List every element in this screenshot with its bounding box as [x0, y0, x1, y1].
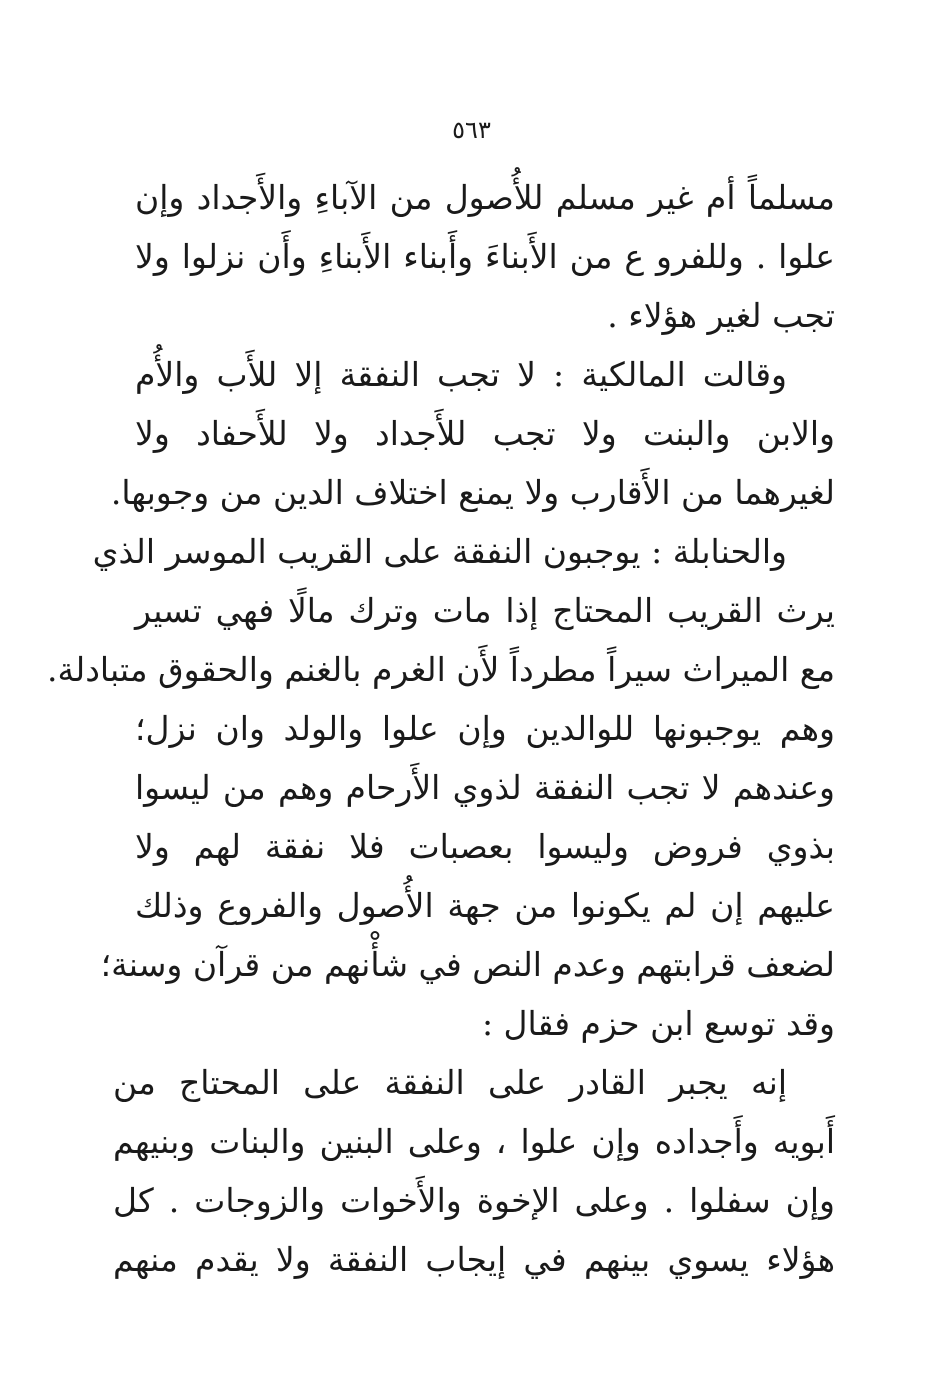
- page-number: ٥٦٣: [452, 116, 491, 144]
- text-line: لضعف قرابتهم وعدم النص في شأْنهم من قرآن وسنة؛: [100, 945, 835, 984]
- text-line: عليهم إن لم يكونوا من جهة الأُصول والفروع وذلك: [135, 886, 835, 925]
- text-line: بذوي فروض وليسوا بعصبات فلا نفقة لهم ولا: [135, 827, 835, 866]
- body-text: [46, 168, 835, 1289]
- text-line: وإن سفلوا . وعلى الإخوة والأَخوات والزوجات . كل: [113, 1181, 835, 1220]
- text-line: مع الميراث سيراً مطرداً لأَن الغرم بالغنم والحقوق متبادلة.: [46, 650, 835, 689]
- text-line: وهم يوجبونها للوالدين وإن علوا والولد وان نزل؛: [135, 709, 835, 748]
- text-line: يرث القريب المحتاج إذا مات وترك مالًا فهي تسير: [135, 591, 835, 630]
- text-line: لغيرهما من الأَقارب ولا يمنع اختلاف الدين من وجوبها.: [110, 473, 835, 512]
- text-line: تجب لغير هؤلاء .: [607, 296, 835, 335]
- text-line: وعندهم لا تجب النفقة لذوي الأَرحام وهم من ليسوا: [135, 768, 835, 807]
- text-line: والابن والبنت ولا تجب للأَجداد ولا للأَحفاد ولا: [135, 414, 835, 453]
- text-line: وقالت المالكية : لا تجب النفقة إلا للأَب والأُم: [135, 355, 787, 394]
- text-line: هؤلاء يسوي بينهم في إيجاب النفقة ولا يقدم منهم: [113, 1240, 835, 1279]
- text-line: علوا . وللفرو ع من الأَبناءَ وأَبناء الأَبناءِ وأَن نزلوا ولا: [135, 237, 835, 276]
- text-line: مسلماً أم غير مسلم للأُصول من الآباءِ والأَجداد وإن: [135, 178, 835, 217]
- text-line: إنه يجبر القادر على النفقة على المحتاج من: [113, 1063, 787, 1102]
- text-line: وقد توسع ابن حزم فقال :: [481, 1004, 835, 1043]
- text-line: والحنابلة : يوجبون النفقة على القريب الموسر الذي: [92, 532, 787, 571]
- text-line: أَبويه وأَجداده وإن علوا ، وعلى البنين والبنات وبنيهم: [113, 1122, 835, 1161]
